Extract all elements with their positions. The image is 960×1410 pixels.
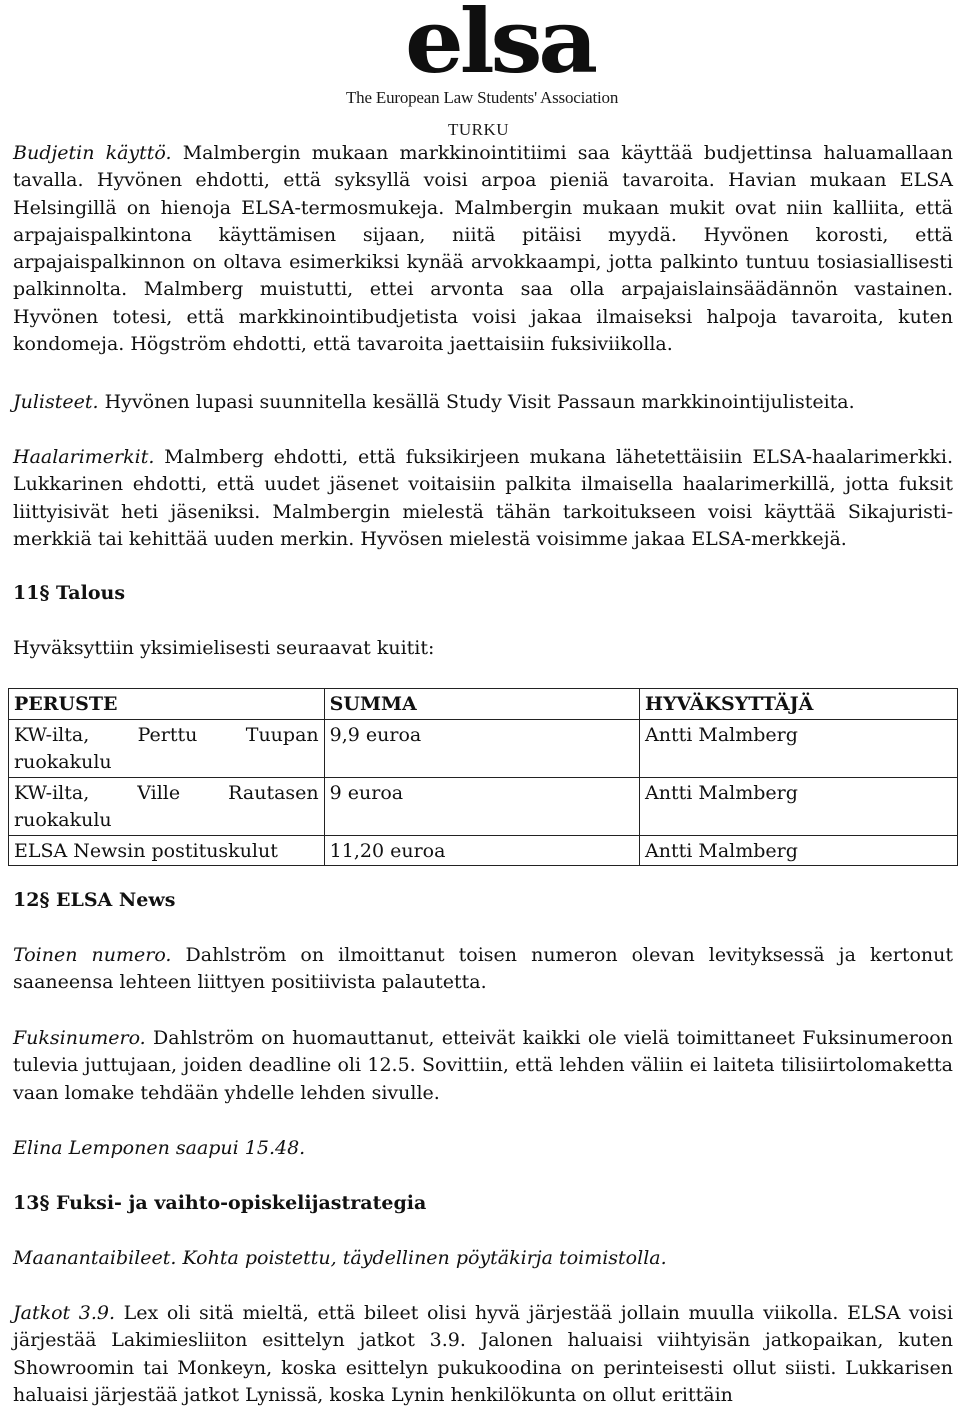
paragraph-text: Dahlström on ilmoittanut toisen numeron olevan levityksessä ja kertonut saaneensa lehteen liittyen positiivista palautetta. <box>13 944 953 994</box>
section-heading-finance: 11§ Talous <box>13 582 126 604</box>
elsa-logo: elsa <box>405 0 594 93</box>
cell-basis: ELSA Newsin postituskulut <box>9 835 325 866</box>
column-header-basis: PERUSTE <box>9 689 325 720</box>
paragraph-lead: Maanantaibileet. <box>13 1247 177 1269</box>
letterhead <box>0 0 960 140</box>
logo-tagline: The European Law Students' Association <box>346 88 619 107</box>
cell-approver: Antti Malmberg <box>640 719 958 777</box>
table-row <box>9 835 958 866</box>
paragraph-lead: Haalarimerkit. <box>13 446 155 468</box>
paragraph-lead: Julisteet. <box>13 391 99 413</box>
section-heading-elsa-news: 12§ ELSA News <box>13 889 176 911</box>
paragraph-monday-party <box>13 1245 953 1272</box>
paragraph-freshman-issue <box>13 1025 953 1107</box>
cell-basis: KW-ilta, Perttu Tuupan ruokakulu <box>9 719 325 777</box>
paragraph-text: Kohta poistettu, täydellinen pöytäkirja toimistolla. <box>176 1247 667 1269</box>
cell-basis: KW-ilta, Ville Rautasen ruokakulu <box>9 777 325 835</box>
paragraph-text: Lex oli sitä mieltä, että bileet olisi hyvä järjestää jollain muulla viikolla. ELSA voisi järjestää Lakimiesliiton esittelyn jatkot 3.9. Jalonen haluaisi viihtyisän jatkopaikan, kuten Showroomin tai Monkeyn, koska esittelyn pukukoodina on perinteisesti ollut siisti. Lukkarisen haluaisi järjestää jatkot Lynissä, koska Lynin henkilökunta on ollut erittäin <box>13 1302 953 1406</box>
cell-approver: Antti Malmberg <box>640 835 958 866</box>
paragraph-posters <box>13 389 953 416</box>
column-header-amount: SUMMA <box>324 689 639 720</box>
paragraph-text: Hyvönen lupasi suunnitella kesällä Study Visit Passaun markkinointijulisteita. <box>98 391 855 413</box>
section-heading-freshman-strategy: 13§ Fuksi- ja vaihto-opiskelijastrategia <box>13 1192 427 1214</box>
logo-city: TURKU <box>448 120 510 139</box>
paragraph-lead: Jatkot 3.9. <box>13 1302 116 1324</box>
table-row <box>9 777 958 835</box>
paragraph-text: Malmberg ehdotti, että fuksikirjeen mukana lähetettäisiin ELSA-haalarimerkki. Lukkarinen ehdotti, että uudet jäsenet voitaisiin palkita ilmaisella haalarimerkillä, jotta fuksit liittyisivät heti jäseniksi. Malmbergin mielestä tähän tarkoitukseen voisi käyttää Sikajuristi-merkkiä tai kehittää uuden merkin. Hyvösen mielestä voisimme jakaa ELSA-merkkejä. <box>13 446 953 550</box>
table-header-row <box>9 689 958 720</box>
paragraph-lead: Budjetin käyttö. <box>13 142 172 164</box>
paragraph-text: Malmbergin mukaan markkinointitiimi saa käyttää budjettinsa haluamallaan tavalla. Hyvönen ehdotti, että syksyllä voisi arpoa pieniä tavaroita. Havian mukaan ELSA Helsingillä on hienoja ELSA-termosmukeja. Malmbergin mukaan mukit ovat niin kalliita, että arpajaispalkintona käyttämisen sijaan, niitä pitäisi myydä. Hyvönen korosti, että arpajaispalkinnon on oltava esimerkiksi kynää arvokkaampi, jotta palkinto tuntuu tosiasiallisesti palkinnolta. Malmberg muistutti, ettei arvonta saa olla arpajaislainsäädännön vastainen. Hyvönen totesi, että markkinointibudjetista voisi jakaa ilmaiseksi halpoja tavaroita, kuten kondomeja. Högström ehdotti, että tavaroita jaettaisiin fuksiviikolla. <box>13 142 953 356</box>
paragraph-budget-use <box>13 140 953 358</box>
cell-approver: Antti Malmberg <box>640 777 958 835</box>
table-row <box>9 719 958 777</box>
column-header-approver: HYVÄKSYTTÄJÄ <box>640 689 958 720</box>
paragraph-afterparty <box>13 1300 953 1409</box>
paragraph-patches <box>13 444 953 553</box>
paragraph-text: Dahlström on huomauttanut, etteivät kaikki ole vielä toimittaneet Fuksinumeroon tulevia juttujaan, joiden deadline oli 12.5. Sovittiin, että lehden väliin ei laiteta tilisiirtolomaketta vaan lomake tehdään yhdelle lehden sivulle. <box>13 1027 953 1104</box>
cell-amount: 9,9 euroa <box>324 719 639 777</box>
paragraph-lead: Fuksinumero. <box>13 1027 146 1049</box>
cell-amount: 11,20 euroa <box>324 835 639 866</box>
paragraph-second-issue <box>13 942 953 997</box>
arrival-note: Elina Lemponen saapui 15.48. <box>13 1137 306 1159</box>
receipts-table <box>8 688 958 866</box>
paragraph-lead: Toinen numero. <box>13 944 172 966</box>
finance-intro: Hyväksyttiin yksimielisesti seuraavat kuitit: <box>13 637 435 659</box>
cell-amount: 9 euroa <box>324 777 639 835</box>
